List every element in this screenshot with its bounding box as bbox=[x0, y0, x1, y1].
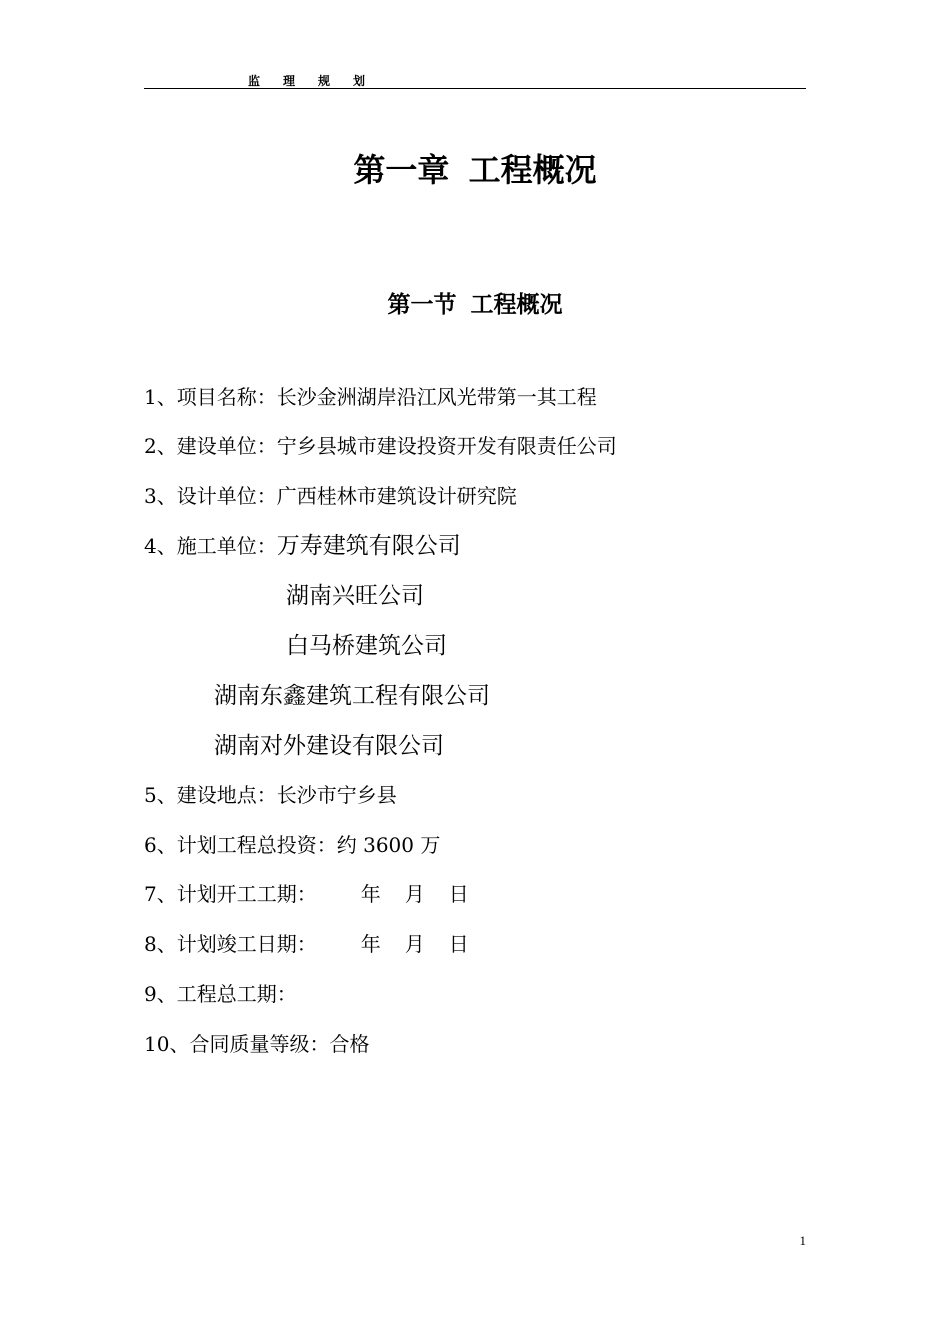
item-value: 长沙金洲湖岸沿江风光带第一其工程 bbox=[276, 385, 597, 409]
item-investment bbox=[144, 831, 440, 859]
contractor-name: 湖南兴旺公司 bbox=[286, 583, 424, 609]
header-char: 监 bbox=[248, 74, 261, 88]
date-day: 日 bbox=[448, 882, 469, 906]
item-label: 10、合同质量等级： bbox=[144, 1032, 330, 1056]
item-label: 8、计划竣工日期： bbox=[144, 932, 317, 956]
item-label: 7、计划开工工期： bbox=[144, 882, 317, 906]
item-value: 合格 bbox=[329, 1032, 370, 1056]
item-value: 长沙市宁乡县 bbox=[276, 783, 397, 807]
item-value: 宁乡县城市建设投资开发有限责任公司 bbox=[276, 434, 617, 458]
running-header bbox=[248, 72, 388, 89]
item-value: 万寿建筑有限公司 bbox=[276, 533, 461, 559]
item-label: 9、工程总工期： bbox=[144, 982, 297, 1006]
item-label: 6、计划工程总投资： bbox=[144, 833, 337, 857]
item-completion-date bbox=[144, 930, 469, 958]
item-label: 1、项目名称： bbox=[144, 385, 277, 409]
item-location bbox=[144, 781, 397, 809]
date-day: 日 bbox=[448, 932, 469, 956]
item-start-date bbox=[144, 880, 469, 908]
item-quality-grade bbox=[144, 1030, 369, 1058]
chapter-title: 第一章 工程概况 bbox=[353, 151, 597, 189]
contractor-name: 白马桥建筑公司 bbox=[286, 633, 447, 659]
item-total-duration bbox=[144, 980, 297, 1008]
item-owner bbox=[144, 432, 617, 460]
item-value: 广西桂林市建筑设计研究院 bbox=[276, 484, 517, 508]
item-label: 5、建设地点： bbox=[144, 783, 277, 807]
item-project-name bbox=[144, 383, 597, 411]
page-number: 1 bbox=[799, 1233, 806, 1248]
item-label: 3、设计单位： bbox=[144, 484, 277, 508]
header-char: 规 bbox=[318, 74, 331, 88]
item-value: 约 3600 万 bbox=[336, 833, 441, 857]
contractor-name: 湖南对外建设有限公司 bbox=[214, 733, 444, 759]
item-designer bbox=[144, 482, 517, 510]
item-label: 4、施工单位： bbox=[144, 534, 277, 558]
header-rule bbox=[144, 88, 806, 89]
date-year: 年 bbox=[360, 932, 381, 956]
date-month: 月 bbox=[404, 882, 425, 906]
header-char: 划 bbox=[353, 74, 366, 88]
item-contractor bbox=[144, 532, 461, 560]
date-month: 月 bbox=[404, 932, 425, 956]
section-title: 第一节 工程概况 bbox=[387, 292, 563, 318]
header-char: 理 bbox=[283, 74, 296, 88]
contractor-name: 湖南东鑫建筑工程有限公司 bbox=[214, 683, 490, 709]
date-year: 年 bbox=[360, 882, 381, 906]
item-label: 2、建设单位： bbox=[144, 434, 277, 458]
